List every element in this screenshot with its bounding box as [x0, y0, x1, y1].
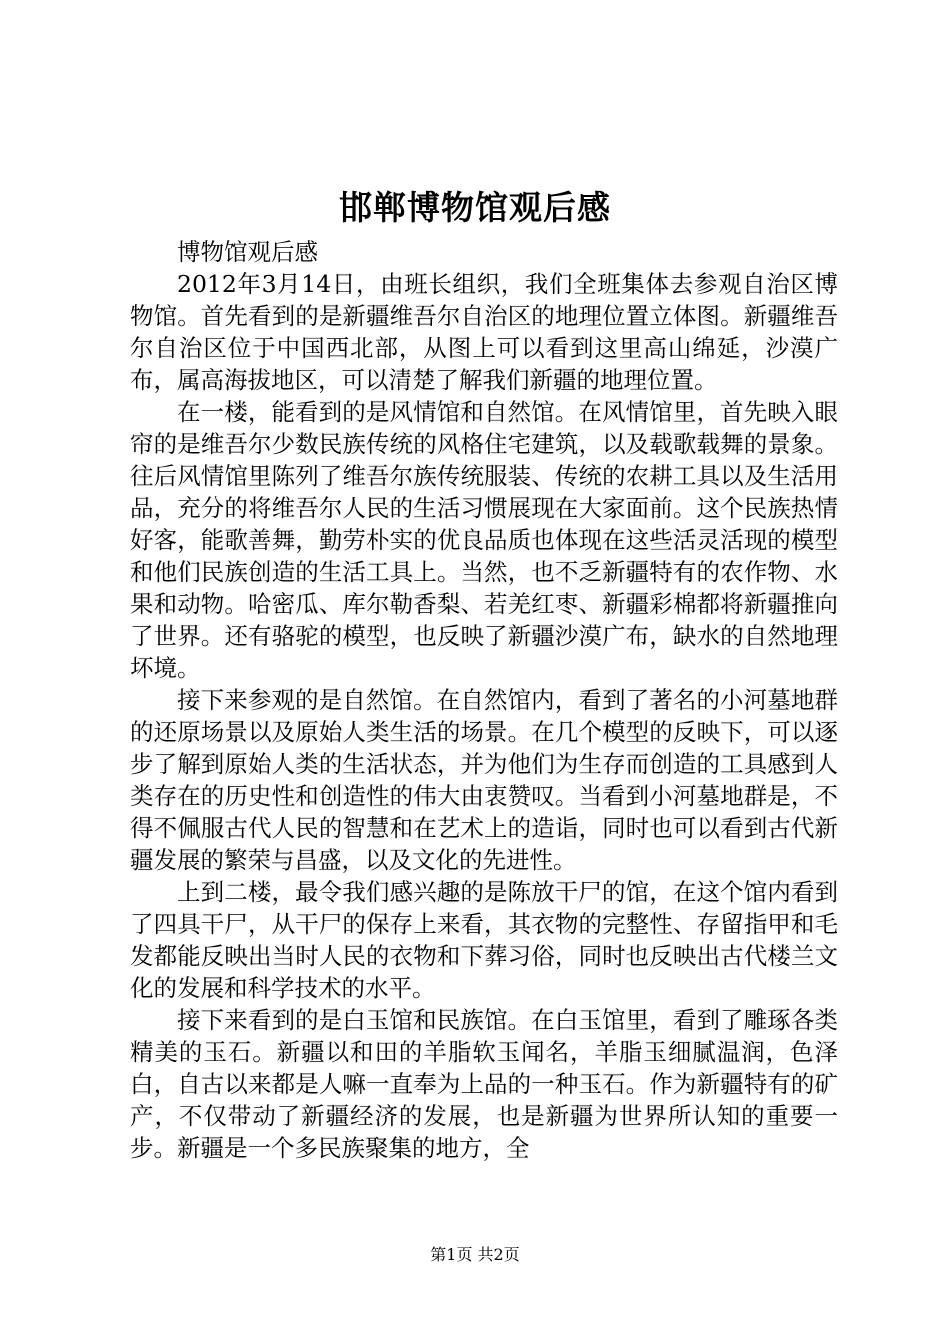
paragraph: 接下来参观的是自然馆。在自然馆内，看到了著名的小河墓地群的还原场景以及原始人类生活的场景。在几个模型的反映下，可以逐步了解到原始人类的生活状态，并为他们为生存而创造的工具感到人类存在的历史性和创造性的伟大由衷赞叹。当看到小河墓地群是，不得不佩服古代人民的智慧和在艺术上的造诣，同时也可以看到古代新疆发展的繁荣与昌盛，以及文化的先进性。 [130, 686, 838, 874]
page-footer: 第1页 共2页 [430, 1245, 520, 1264]
paragraph: 在一楼，能看到的是风情馆和自然馆。在风情馆里，首先映入眼帘的是维吾尔少数民族传统的风格住宅建筑，以及载歌载舞的景象。往后风情馆里陈列了维吾尔族传统服装、传统的农耕工具以及生活用品，充分的将维吾尔人民的生活习惯展现在大家面前。这个民族热情好客，能歌善舞，勤劳朴实的优良品质也体现在这些活灵活现的模型和他们民族创造的生活工具上。当然，也不乏新疆特有的农作物、水果和动物。哈密瓜、库尔勒香梨、若羌红枣、新疆彩棉都将新疆推向了世界。还有骆驼的模型，也反映了新疆沙漠广布，缺水的自然地理坏境。 [130, 398, 838, 682]
paragraph: 2012年3月14日，由班长组织，我们全班集体去参观自治区博物馆。首先看到的是新疆维吾尔自治区的地理位置立体图。新疆维吾尔自治区位于中国西北部，从图上可以看到这里高山绵延，沙漠广布，属高海拔地区，可以清楚了解我们新疆的地理位置。 [130, 270, 838, 394]
document-body [130, 236, 838, 1164]
document-subtitle: 博物馆观后感 [177, 238, 318, 266]
document-title: 邯郸博物馆观后感 [339, 188, 611, 227]
paragraph: 接下来看到的是白玉馆和民族馆。在白玉馆里，看到了雕琢各类精美的玉石。新疆以和田的羊脂软玉闻名，羊脂玉细腻温润，色泽白，自古以来都是人嘛一直奉为上品的一种玉石。作为新疆特有的矿产，不仅带动了新疆经济的发展，也是新疆为世界所认知的重要一步。新疆是一个多民族聚集的地方，全 [130, 1006, 838, 1162]
paragraph: 上到二楼，最令我们感兴趣的是陈放干尸的馆，在这个馆内看到了四具干尸，从干尸的保存上来看，其衣物的完整性、存留指甲和毛发都能反映出当时人民的衣物和下葬习俗，同时也反映出古代楼兰文化的发展和科学技术的水平。 [130, 878, 838, 1002]
